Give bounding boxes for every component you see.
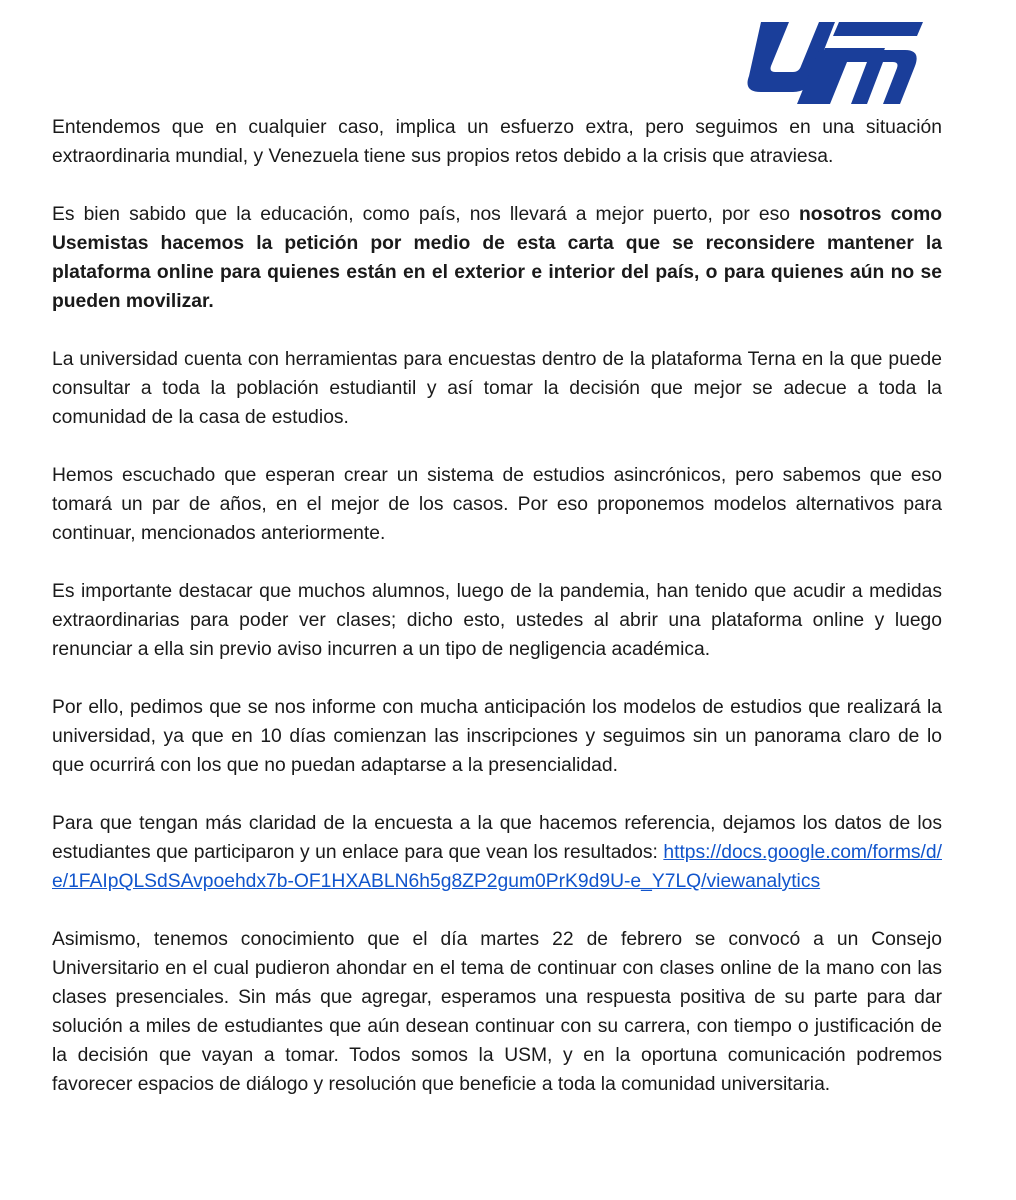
paragraph-4: Hemos escuchado que esperan crear un sistema de estudios asincrónicos, pero sabemos que eso tomará un par de años, en el mejor de los casos. Por eso proponemos modelos alternativos para continuar, mencionados anteriormente.: [52, 465, 942, 544]
paragraph-8: Asimismo, tenemos conocimiento que el día martes 22 de febrero se convocó a un Consejo Universitario en el cual pudieron ahondar en el tema de continuar con clases online de la mano con las clases presenciales. Sin más que agregar, esperamos una respuesta positiva de su parte para dar solución a miles de estudiantes que aún desean continuar con su carrera, con tiempo o justificación de la decisión que vayan a tomar. Todos somos la USM, y en la oportuna comunicación podremos favorecer espacios de diálogo y resolución que beneficie a toda la comunidad universitaria.: [52, 929, 942, 1095]
paragraph-2-bold-request: nosotros como Usemistas hacemos la petición por medio de esta carta que se reconsidere mantener la plataforma online para quienes están en el exterior e interior del país, o para quienes aún no se pueden movilizar.: [52, 204, 942, 312]
paragraph-6: Por ello, pedimos que se nos informe con mucha anticipación los modelos de estudios que realizará la universidad, ya que en 10 días comienzan las inscripciones y seguimos sin un panorama claro de lo que ocurrirá con los que no puedan adaptarse a la presencialidad.: [52, 697, 942, 776]
paragraph-2-text: Es bien sabido que la educación, como país, nos llevará a mejor puerto, por eso: [52, 204, 800, 225]
paragraph-5: Es importante destacar que muchos alumnos, luego de la pandemia, han tenido que acudir a medidas extraordinarias para poder ver clases; dicho esto, ustedes al abrir una plataforma online y luego renunciar a ella sin previo aviso incurren a un tipo de negligencia académica.: [52, 581, 942, 660]
paragraph-2: [52, 200, 942, 316]
usm-logo: [735, 22, 923, 104]
paragraph-7: [52, 809, 942, 896]
paragraph-3: La universidad cuenta con herramientas para encuestas dentro de la plataforma Terna en la que puede consultar a toda la población estudiantil y así tomar la decisión que mejor se adecue a toda la comunidad de la casa de estudios.: [52, 349, 942, 428]
paragraph-7-text: Para que tengan más claridad de la encuesta a la que hacemos referencia, dejamos los datos de los estudiantes que participaron y un enlace para que vean los resultados:: [52, 813, 942, 863]
paragraph-1: Entendemos que en cualquier caso, implica un esfuerzo extra, pero seguimos en una situación extraordinaria mundial, y Venezuela tiene sus propios retos debido a la crisis que atraviesa.: [52, 117, 942, 167]
survey-results-link[interactable]: https://docs.google.com/forms/d/e/1FAIpQLSdSAvpoehdx7b-OF1HXABLN6h5g8ZP2gum0PrK9d9U-e_Y7LQ/viewanalytics: [52, 842, 942, 892]
letter-body: [52, 113, 942, 1099]
